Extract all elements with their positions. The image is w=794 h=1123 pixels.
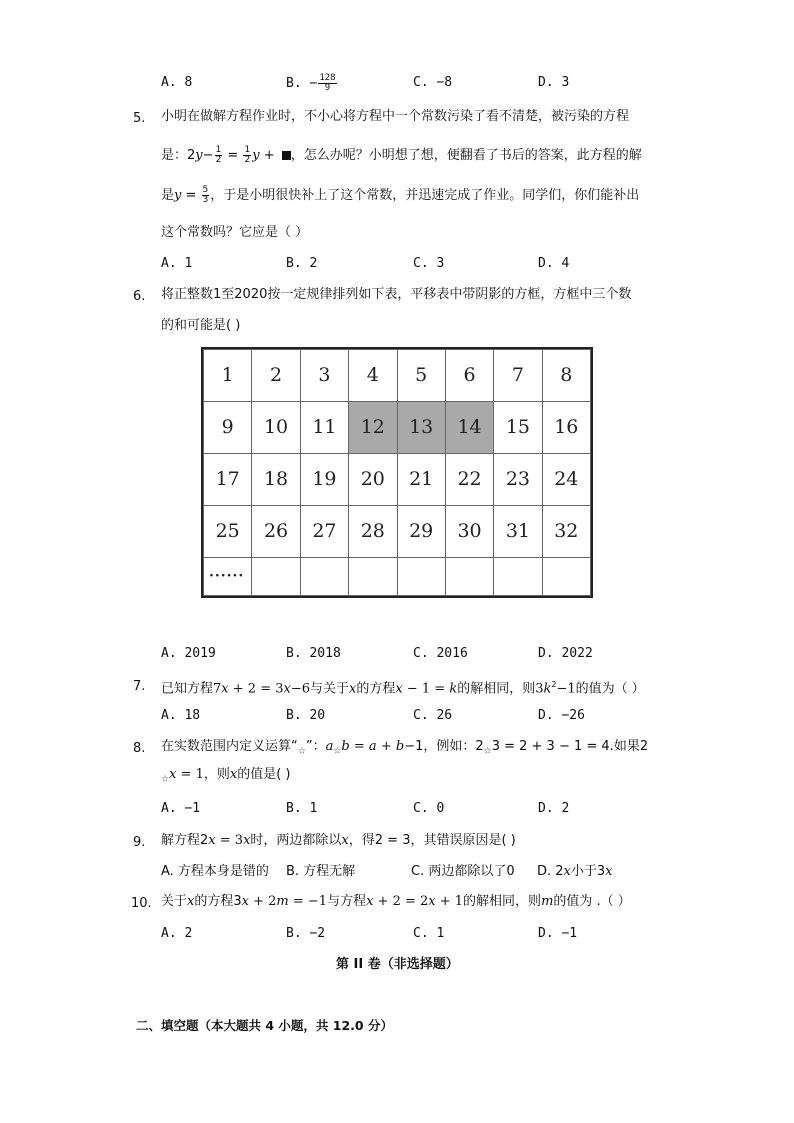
grid-cell: 32 xyxy=(542,505,590,557)
q6-option-d: D. 2022 xyxy=(538,646,593,661)
q9-option-a: A. 方程本身是错的 xyxy=(161,864,269,879)
q8-option-d: D. 2 xyxy=(538,801,570,816)
section-heading-fill-in: 二、填空题（本大题共 4 小题，共 12.0 分） xyxy=(136,1018,393,1033)
grid-cell xyxy=(397,557,445,595)
grid-cell: 29 xyxy=(397,505,445,557)
q9-line-1: 解方程2x = 3x时，两边都除以x，得2 = 3，其错误原因是( ) xyxy=(161,833,516,848)
number-grid xyxy=(201,347,593,598)
grid-cell xyxy=(494,557,542,595)
q8-option-b: B. 1 xyxy=(286,801,318,816)
grid-cell: 18 xyxy=(252,453,300,505)
grid-cell xyxy=(349,557,397,595)
grid-row xyxy=(204,350,591,402)
section-heading-part-2: 第 II 卷（非选择题） xyxy=(336,957,459,972)
grid-cell: 19 xyxy=(300,453,348,505)
q9-option-b: B. 方程无解 xyxy=(286,864,356,879)
q7-line-1: 已知方程7x + 2 = 3x−6与关于x的方程x − 1 = k的解相同，则$3k^2-1$的值为（ ） xyxy=(161,680,645,697)
q7-option-d: D. −26 xyxy=(538,708,585,723)
grid-cell xyxy=(445,557,493,595)
grid-row xyxy=(204,453,591,505)
q10-options xyxy=(161,925,631,943)
q5-option-b: B. 2 xyxy=(286,256,318,271)
grid-cell: 2 xyxy=(252,350,300,402)
grid-cell: 27 xyxy=(300,505,348,557)
q6-option-a: A. 2019 xyxy=(161,646,216,661)
q6-option-b: B. 2018 xyxy=(286,646,341,661)
grid-cell: 1 xyxy=(204,350,252,402)
q5-equation: 2y− $\frac{1}{2}$ = $\frac{1}{2}$ y + xyxy=(187,148,291,163)
q5-line-2: 是：2y− $\frac{1}{2}$ = $\frac{1}{2}$ y + ，怎么办呢？小明想了想，便翻看了书后的答案，此方程的解 xyxy=(161,145,642,165)
star-icon: ☆ xyxy=(297,746,306,757)
grid-cell: 11 xyxy=(300,401,348,453)
grid-cell xyxy=(542,557,590,595)
q4-option-a: A. 8 xyxy=(161,75,193,90)
grid-cell: 21 xyxy=(397,453,445,505)
grid-cell: 17 xyxy=(204,453,252,505)
grid-cell xyxy=(252,557,300,595)
grid-row xyxy=(204,557,591,595)
grid-cell: 30 xyxy=(445,505,493,557)
q9-option-d: D. 2x小于3x xyxy=(537,864,613,879)
q5-solution: y = $\frac{5}{3}$ xyxy=(174,185,209,205)
grid-row xyxy=(204,401,591,453)
q10-option-b: B. −2 xyxy=(286,926,326,941)
grid-cell: 8 xyxy=(542,350,590,402)
grid-cell: 28 xyxy=(349,505,397,557)
grid-cell: 13 xyxy=(397,401,445,453)
grid-cell: 15 xyxy=(494,401,542,453)
q9-option-c: C. 两边都除以了0 xyxy=(411,864,515,879)
q10-option-d: D. −1 xyxy=(538,926,578,941)
q5-option-c: C. 3 xyxy=(413,256,445,271)
q10-option-a: A. 2 xyxy=(161,926,193,941)
grid-cell: 20 xyxy=(349,453,397,505)
grid-cell: 16 xyxy=(542,401,590,453)
grid-cell: 10 xyxy=(252,401,300,453)
grid-cell: 6 xyxy=(445,350,493,402)
q8-line-2: $_☆$x = 1，则x的值是( ) xyxy=(161,767,291,785)
grid-cell xyxy=(300,557,348,595)
q5-line-3: 是y = $\frac{5}{3}$ ，于是小明很快补上了这个常数，并迅速完成了作业。同学们，你们能补出 xyxy=(161,185,640,205)
q7-option-b: B. 20 xyxy=(286,708,326,723)
grid-cell: 24 xyxy=(542,453,590,505)
grid-row xyxy=(204,505,591,557)
q8-line-1: 在实数范围内定义运算“$_☆$”：$a_☆b = a + b-1$，例如：$2_☆3 = 2 + 3 - 1 = 4$.如果2 xyxy=(161,739,649,757)
grid-cell: 14 xyxy=(445,401,493,453)
q4-option-d: D. 3 xyxy=(538,75,570,90)
q4-option-b: B. − $\frac{128}{9}$ xyxy=(286,73,336,93)
grid-cell: 31 xyxy=(494,505,542,557)
q8-options xyxy=(161,800,631,818)
q4-options xyxy=(161,74,631,92)
q4-option-c: C. −8 xyxy=(413,75,453,90)
q5-line-1: 小明在做解方程作业时，不小心将方程中一个常数污染了看不清楚，被污染的方程 xyxy=(161,109,630,124)
grid-cell: ······ xyxy=(204,557,252,595)
q5-option-a: A. 1 xyxy=(161,256,193,271)
grid-cell: 7 xyxy=(494,350,542,402)
q7-options xyxy=(161,707,631,725)
q10-option-c: C. 1 xyxy=(413,926,445,941)
q7-number: 7. xyxy=(133,679,146,694)
q5-number: 5. xyxy=(133,111,146,126)
grid-cell: 26 xyxy=(252,505,300,557)
q8-number: 8. xyxy=(133,741,146,756)
q5-options xyxy=(161,255,631,273)
q7-option-c: C. 26 xyxy=(413,708,453,723)
grid-cell: 4 xyxy=(349,350,397,402)
q5-option-d: D. 4 xyxy=(538,256,570,271)
q5-line-4: 这个常数吗？它应是（ ） xyxy=(161,225,309,240)
q9-options xyxy=(161,863,631,881)
grid-cell: 22 xyxy=(445,453,493,505)
grid-cell: 9 xyxy=(204,401,252,453)
smudge-square-icon xyxy=(282,151,291,160)
q6-option-c: C. 2016 xyxy=(413,646,468,661)
q7-option-a: A. 18 xyxy=(161,708,201,723)
grid-cell: 25 xyxy=(204,505,252,557)
q6-line-2: 的和可能是( ) xyxy=(161,318,241,333)
grid-cell: 5 xyxy=(397,350,445,402)
q6-line-1: 将正整数1至2020按一定规律排列如下表，平移表中带阴影的方框，方框中三个数 xyxy=(161,287,632,302)
grid-cell: 12 xyxy=(349,401,397,453)
q6-number: 6. xyxy=(133,289,146,304)
grid-cell: 23 xyxy=(494,453,542,505)
q8-option-c: C. 0 xyxy=(413,801,445,816)
grid-cell: 3 xyxy=(300,350,348,402)
q9-number: 9. xyxy=(133,835,146,850)
q10-line-1: 关于x的方程3x + 2m = −1与方程x + 2 = 2x + 1的解相同，则m的值为 .（ ） xyxy=(161,894,631,909)
q6-options xyxy=(161,645,631,663)
q10-number: 10. xyxy=(131,896,152,911)
q8-option-a: A. −1 xyxy=(161,801,201,816)
